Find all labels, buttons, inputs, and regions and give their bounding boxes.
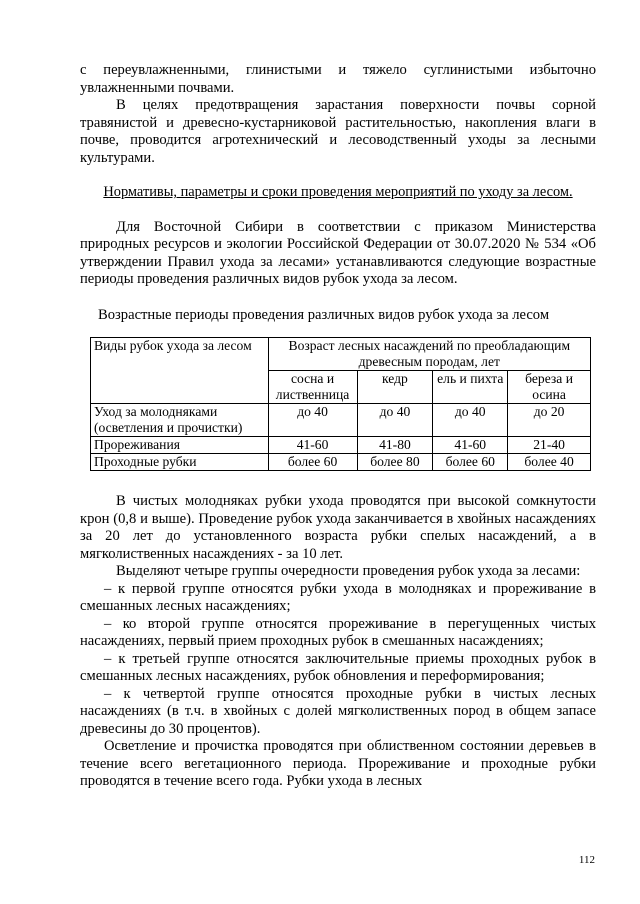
species-cedar: кедр <box>357 371 433 404</box>
species-pine-larch: сосна и лиственница <box>268 371 357 404</box>
page-number: 112 <box>578 854 595 866</box>
table-cell: 41-60 <box>268 437 357 454</box>
groups-intro-paragraph: Выделяют четыре группы очередности проведения рубок ухода за лесами: <box>116 563 581 579</box>
section-heading: Нормативы, параметры и сроки проведения мероприятий по уходу за лесом. <box>103 184 573 200</box>
species-spruce-fir: ель и пихта <box>433 371 508 404</box>
intro-paragraph-2: В целях предотвращения зарастания поверхности почвы сорной травянистой и древесно-кустарниковой растительностью, накопления влаги в почве, проводится агротехнический и лесоводственный уходы за лесными культурами. <box>80 97 596 166</box>
table-row <box>91 437 591 454</box>
table-cell: до 40 <box>433 404 508 437</box>
row-name: Уход за молодняками (осветления и прочистки) <box>91 404 269 437</box>
table-header-row <box>91 338 591 371</box>
dense-young-stands-paragraph: В чистых молодняках рубки ухода проводятся при высокой сомкнутости крон (0,8 и выше). Проведение рубок ухода заканчивается в хвойных насаждениях за 20 лет до установленного возраста рубки спелых насаждений, а в мягколиственных насаждениях - за 10 лет. <box>80 493 596 562</box>
row-name: Прореживания <box>91 437 269 454</box>
list-item: – к первой группе относятся рубки ухода в молодняках и прореживание в смешанных лесных насаждениях; <box>80 580 596 614</box>
regulation-paragraph: Для Восточной Сибири в соответствии с приказом Министерства природных ресурсов и экологии Российской Федерации от 30.07.2020 № 534 «Об утверждении Правил ухода за лесами» устанавливаются следующие возрастные периоды проведения различных видов рубок ухода за лесом. <box>80 218 596 287</box>
header-cutting-type: Виды рубок ухода за лесом <box>91 338 269 404</box>
table-row <box>91 454 591 471</box>
table-cell: более 40 <box>508 454 591 471</box>
timing-paragraph: Осветление и прочистка проводятся при облиственном состоянии деревьев в течение всего вегетационного периода. Прореживание и проходные рубки проводятся в течение всего года. Рубки ухода в лесных <box>80 738 596 789</box>
priority-groups-list <box>80 581 596 739</box>
header-forest-age: Возраст лесных насаждений по преобладающим древесным породам, лет <box>268 338 590 371</box>
table-cell: 41-60 <box>433 437 508 454</box>
table-cell: до 20 <box>508 404 591 437</box>
list-item: – ко второй группе относятся прореживание в перегущенных чистых насаждениях, первый прием проходных рубок в смешанных насаждениях; <box>80 615 596 649</box>
table-row <box>91 404 591 437</box>
table-cell: более 60 <box>268 454 357 471</box>
table-caption: Возрастные периоды проведения различных видов рубок ухода за лесом <box>98 306 550 323</box>
table-cell: более 60 <box>433 454 508 471</box>
intro-paragraph-1: с переувлажненными, глинистыми и тяжело суглинистыми избыточно увлажненными почвами. <box>80 62 596 96</box>
document-page <box>80 62 596 791</box>
table-cell: до 40 <box>357 404 433 437</box>
table-cell: более 80 <box>357 454 433 471</box>
table-cell: 21-40 <box>508 437 591 454</box>
table-cell: 41-80 <box>357 437 433 454</box>
list-item: – к четвертой группе относятся проходные рубки в чистых лесных насаждениях (в т.ч. в хвойных с долей мягколиственных пород в общем запасе древесины до 30 процентов). <box>80 685 596 737</box>
row-name: Проходные рубки <box>91 454 269 471</box>
list-item: – к третьей группе относятся заключительные приемы проходных рубок в смешанных лесных насаждениях, рубок обновления и переформирования; <box>80 650 596 684</box>
species-birch-aspen: береза и осина <box>508 371 591 404</box>
age-periods-table <box>90 337 591 471</box>
table-cell: до 40 <box>268 404 357 437</box>
